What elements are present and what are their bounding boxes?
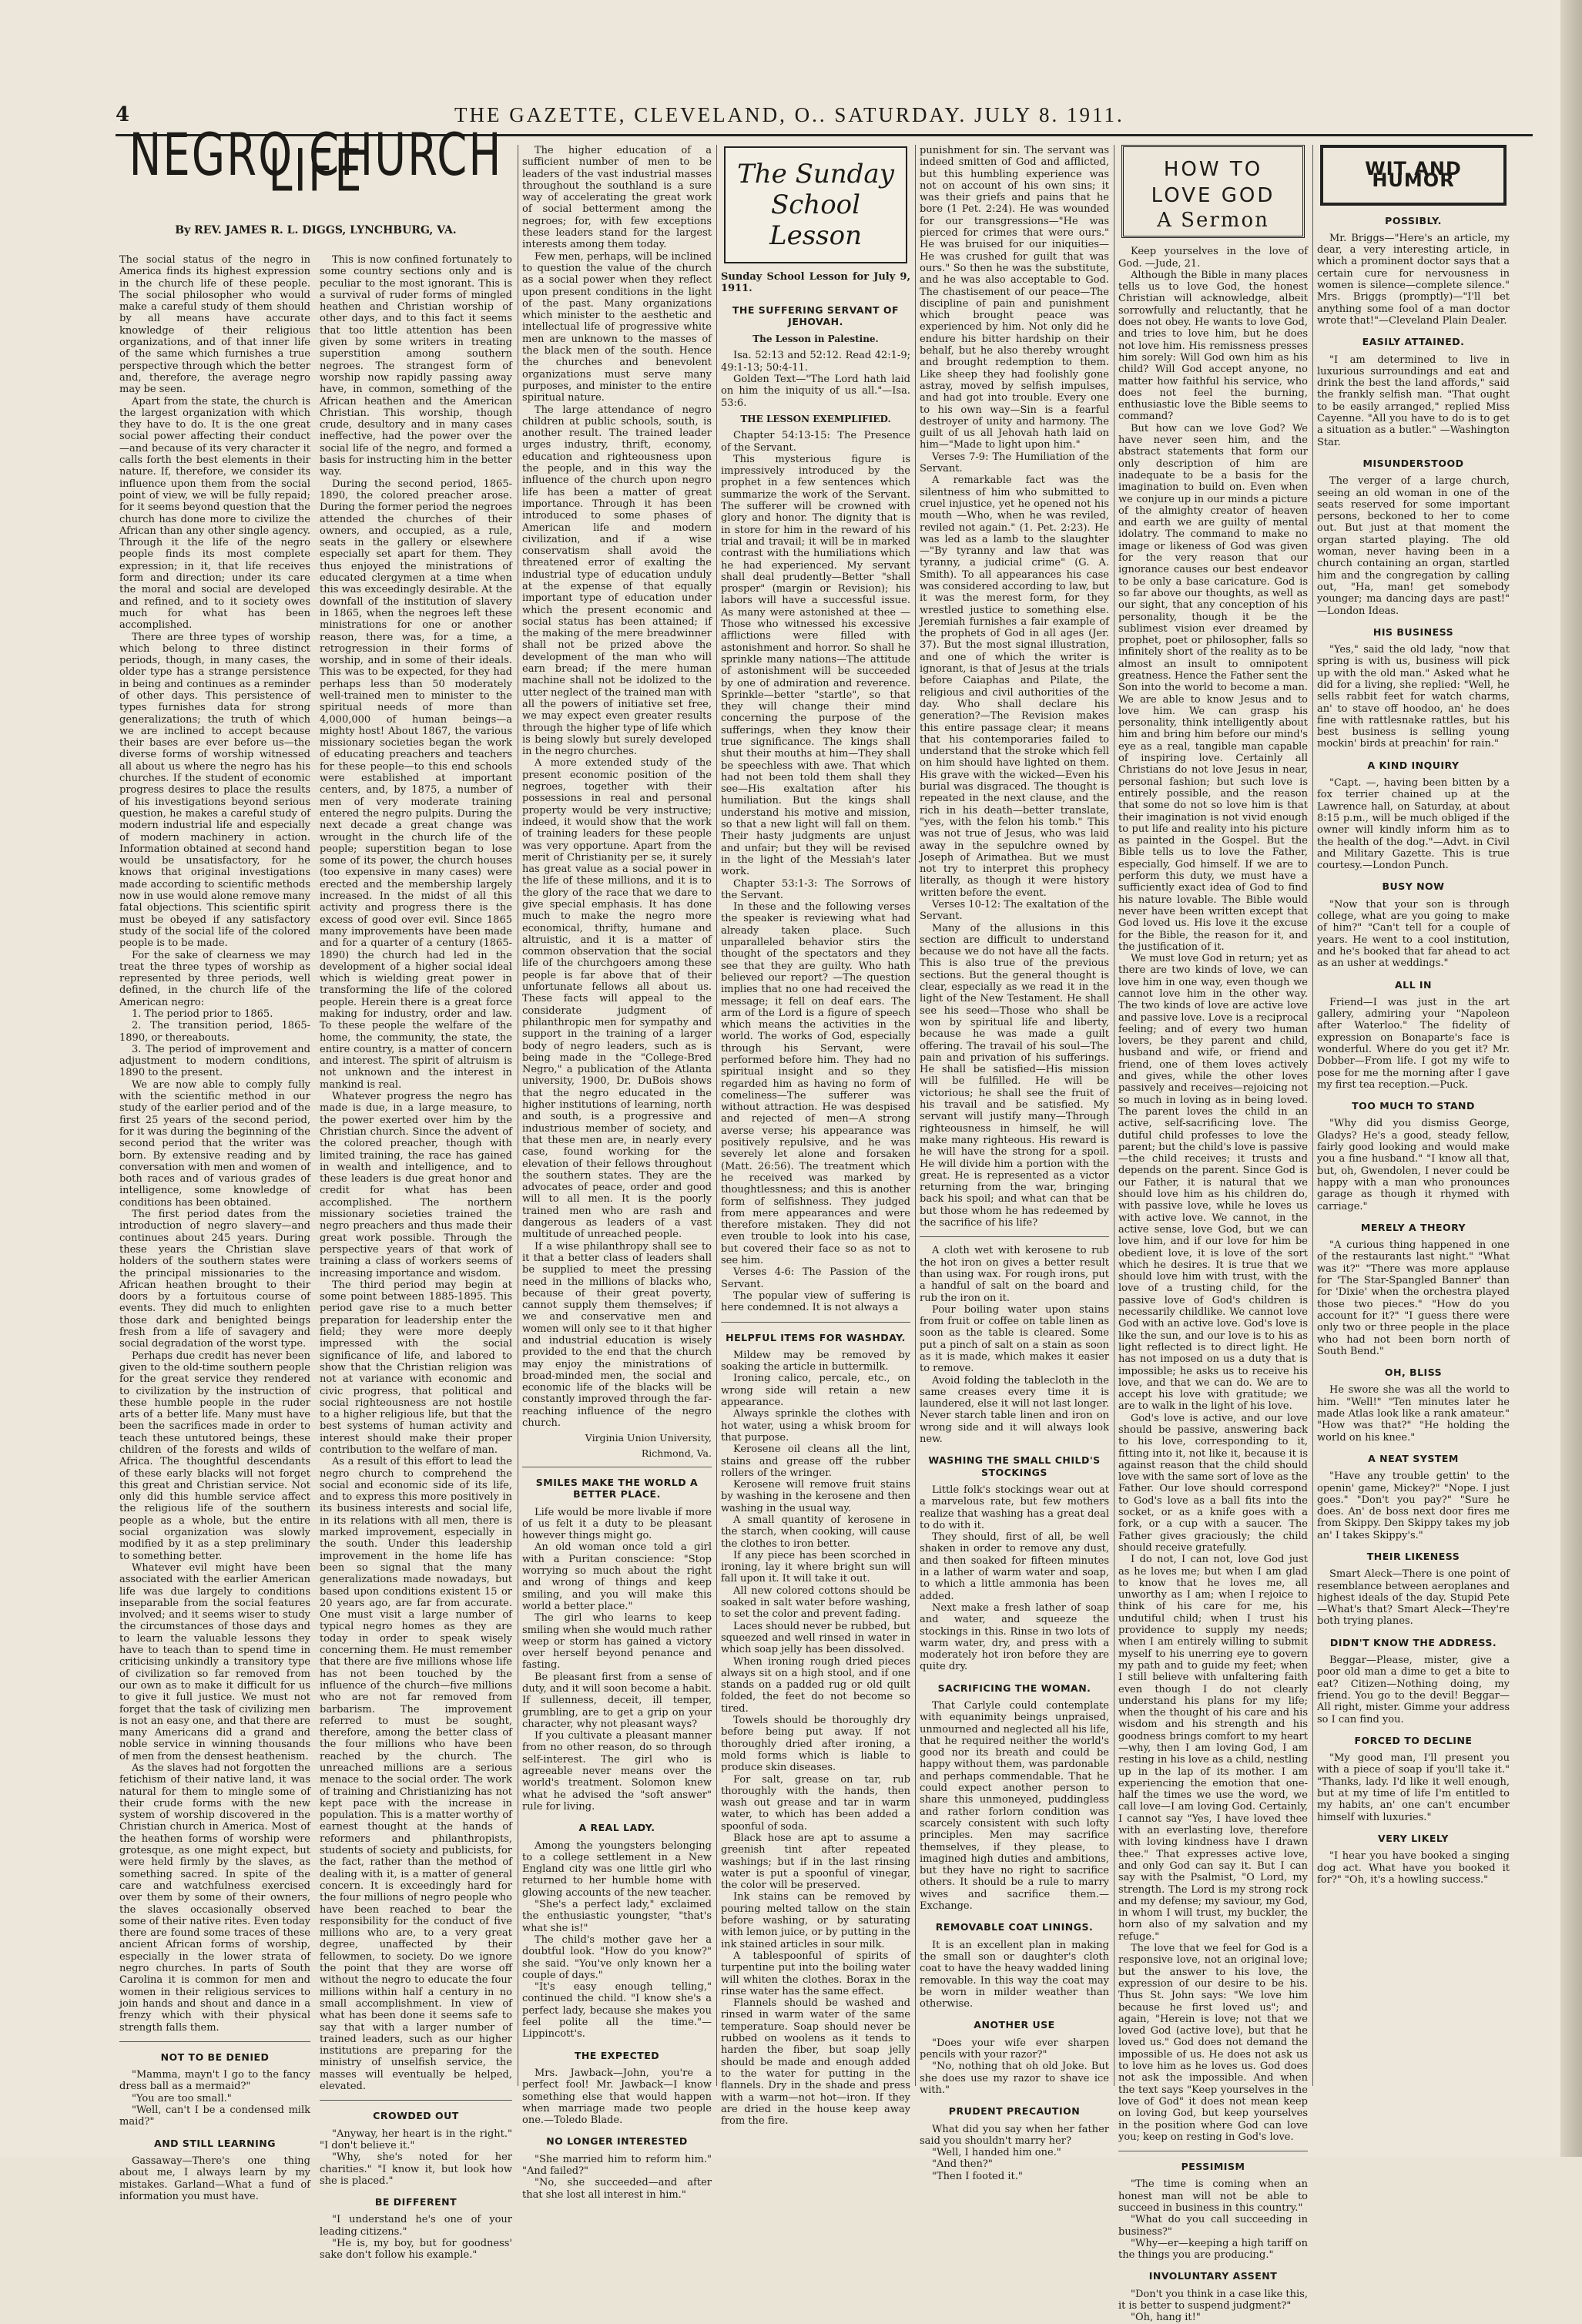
paragraph: Always sprinkle the clothes with hot water, using a whisk broom for that purpose. [721,1408,910,1444]
paragraph: Apart from the state, the church is the largest organization with which they have to do. It is the one great social power affecting their conduct—and because of its very character it calls forth the best elements in their nature. If, therefore, we consider its influence upon them from the social point of view, we will be fully repaid; for it seems beyond question that the church has done more to civilize the African than any other single agency. Through it the life of the negro people finds its most complete expression; in it, that life receives form and direction; under its care the moral and social are developed and refined, and to it society owes much for what has been accomplished. [119,395,310,632]
paragraph: "What do you call succeeding in business?" [1118,2214,1308,2238]
paragraph: "Why—er—keeping a high tariff on the things you are producing." [1118,2237,1308,2262]
title-line: A Sermon [1157,209,1269,232]
paragraph: If a wise philanthropy shall see to it that a better class of leaders shall be supplied to meet the pressing need in the millions of blacks who, because of their great poverty, cannot supply them themselves; if we and conservative men and women will only see to it that higher and industrial education is wisely provided to the end that the church may enjoy the ministrations of broad-minded men, the social and economic life of the blacks will be constantly improved through the far-reaching influence of the negro church. [522,1240,712,1430]
paragraph: For the sake of clearness we may treat the three types of worship as represented by three periods, well defined, in the church life of the American negro: [119,949,310,1008]
wit-and-humor-title: WIT AND HUMOR [1320,145,1507,206]
column-2 [320,254,512,2262]
paragraph: Verses 7-9: The Humiliation of the Servant. [920,451,1109,475]
subhead: OH, BLISS [1384,1367,1443,1379]
paragraph: 3. The period of improvement and adjustment to modern conditions, 1890 to the present. [119,1043,310,1079]
paragraph: The girl who learns to keep smiling when she would much rather weep or storm has gained a victory over herself beyond penance and fasting. [522,1612,712,1672]
subhead: REMOVABLE COAT LININGS. [935,1921,1094,1933]
paragraph: "The time is coming when an honest man will not be able to succeed in business in this country." [1118,2178,1308,2214]
section-divider [119,2041,310,2042]
subhead: MERELY A THEORY [1360,1221,1466,1233]
paragraph: "Now that your son is through college, what are you going to make of him?" "Can't tell for a couple of years. He went to a cool institution, and he's booked that far ahead to act as an usher at weddings." [1317,898,1510,970]
paragraph: Life would be more livable if more of us felt it a duty to be pleasant however things might go. [522,1506,712,1542]
paragraph: "Anyway, her heart is in the right." "I don't believe it." [320,2128,512,2151]
paragraph: We must love God in return; yet as there are two kinds of love, we can love him in one way, even though we cannot love him in the other way. The two kinds of love are active love and passive love. Love is a reciprocal feeling; and of every two human lovers, be they parent and child, husband and wife, or friend and friend, one of them loves actively and gives, while the other loves passively and receives—rejoicing not so much in loving as in being loved. The parent loves the child in an active, self-sacrificing love. The dutiful child professes to love the parent; but the child's love is passive—the child receives; it trusts and depends on the parent. Since God is our Father, it is natural that we should love him as his children do, with passive love, while he loves us with active love. We cannot, in the active sense, love God, but we can love him, and if our love for him be obedient love, it is love of the sort which he desires. It is true that we should love him with trust, with the love of a trusting child, for the passive love of God's children is necessarily childlike. We cannot love God with an active love. God's love is like the sun, and our love is to his as light reflected is to direct light. He has not imposed on us a duty that is impossible; he asks us to receive his love, and that we can do. We are to accept his love with gratitude; we are to walk in the light of his love. [1118,953,1308,1413]
paragraph: When ironing rough dried pieces always sit on a high stool, and if one stands on a padded rug or old quilt folded, the feet do not become so tired. [721,1655,910,1715]
subhead: CROWDED OUT [373,2110,459,2122]
title-line: LOVE GOD [1151,184,1275,207]
how-to-love-god-title-box [1121,145,1305,238]
subhead: WASHING THE SMALL CHILD'S STOCKINGS [928,1454,1101,1478]
subhead: SMILES MAKE THE WORLD A BETTER PLACE. [535,1476,699,1501]
paragraph: Verses 4-6: The Passion of the Servant. [721,1266,910,1290]
section-divider [920,1236,1109,1237]
subhead: The Lesson in Palestine. [752,334,879,345]
paragraph: "I am determined to live in luxurious surroundings and eat and drink the best the land affords," said the frankly selfish man. "That ought to be easily arranged," replied Miss Cayenne. "All you have to do is to get a situation as a butler." —Washington Star. [1317,354,1510,448]
subhead: SACRIFICING THE WOMAN. [937,1682,1091,1694]
paragraph: Towels should be thoroughly dry before being put away. If not thoroughly dried after ironing, a mold forms which is liable to produce skin diseases. [721,1715,910,1774]
wit-items [1317,215,1510,1886]
paragraph: Many of the allusions in this section are difficult to understand because we do not have all the facts. This is also true of the previous sections. But the general thought is clear, especially as we read it in the light of the New Testament. He shall see his seed—Those who shall be won by spiritual life and liberty, because he was made a guilt offering. The travail of his soul—The pain and privation of his sufferings. He shall be satisfied—His mission will be fulfilled. He will be victorious; he shall see the fruit of his travail and be satisfied. My servant will justify many—Through righteousness in himself, he will make many righteous. His reward is he will have the strong for a spoil. He will divide him a portion with the great. He is represented as a victor returning from the war, bringing back his spoil; and what can that be but those whom he has redeemed by the sacrifice of his life? [920,922,1109,1229]
paragraph: They should, first of all, be well shaken in order to remove any dust, and then soaked for fifteen minutes in a lather of warm water and soap, to which a little ammonia has been added. [920,1531,1109,1602]
paragraph: Perhaps due credit has never been given to the old-time southern people for the great service they rendered to civilization by the instruction of these humble people in the ruder arts of a better life. Many must have been the sacrifices made in order to teach these untutored beings, these children of the forests and wilds of Africa. The thoughtful descendants of these early blacks will not forget this great and Christian service. Not only did this humble service affect the religious life of the southern people as a whole, but the entire social organization was slowly modified by it as a step preliminary to something better. [119,1350,310,1562]
paragraph: "Why, she's noted for her charities." "I know it, but look how she is placed." [320,2151,512,2187]
paragraph: Ink stains can be removed by pouring melted tallow on the stain before washing, or by saturating with lemon juice, or by putting in the ink stained articles in sour milk. [721,1891,910,1950]
paragraph: Ironing calico, percale, etc., on wrong side will retain a new appearance. [721,1373,910,1409]
paragraph: "Then I footed it." [932,2170,1023,2182]
paragraph: "It's easy enough telling," continued the child. "I know she's a perfect lady, because she makes you feel polite all the time."—Lippincott's. [522,1981,712,2041]
paragraph: A cloth wet with kerosene to rub the hot iron on gives a better result than using wax. For rough irons, put a handful of salt on the board and rub the iron on it. [920,1245,1109,1304]
subhead: NO LONGER INTERESTED [546,2135,688,2148]
paragraph: Isa. 52:13 and 52:12. Read 42:1-9; 49:1-13; 50:4-11. [721,350,910,374]
subhead: THEIR LIKENESS [1366,1550,1460,1562]
column-7 [1317,145,1510,2086]
page-number: 4 [116,103,130,126]
subhead: HELPFUL ITEMS FOR WASHDAY. [726,1331,906,1343]
paragraph: Whatever evil might have been associated with the earlier American life was due largely to conditions inseparable from the social features involved; and it seems wiser to study the circumstances of those days and to learn the valuable lessons they have to teach than to spend time in criticising unkindly a transitory type of civilization so far removed from our own as to make it difficult for us to give it full justice. We must not forget that the task of civilizing men is not an easy one, and that there are many Americans did a grand and noble service in winning thousands of men from the densest heathenism. [119,1561,310,1762]
paragraph: All new colored cottons should be soaked in salt water before washing, to set the color and prevent fading. [721,1585,910,1621]
paragraph: Mildew may be removed by soaking the article in buttermilk. [721,1349,910,1373]
page-edge [1560,0,1582,2157]
sunday-school-lesson-title: The Sunday School Lesson [724,146,907,263]
paragraph: Gassaway—There's one thing about me, I always learn by my mistakes. Garland—What a fund of information you must have. [119,2155,310,2202]
paragraph: "Have any trouble gettin' to the openin' game, Mickey?" "Nope. I just goes." "Don't you pay?" "Sure he does. An' de boss next door fires me from Skippy. Den Skippy takes my job an' I takes Skippy's." [1317,1471,1510,1541]
newspaper-title: THE GAZETTE, CLEVELAND, O.. SATURDAY. JULY 8. 1911. [454,103,1124,126]
paragraph: What did you say when her father said you shouldn't marry her? [920,2123,1109,2147]
paragraph: Beggar—Please, mister, give a poor old man a dime to get a bite to eat? Citizen—Nothing doing, my friend. You go to the devil! Beggar—All right, mister. Gimme your address so I can find you. [1317,1655,1510,1725]
paragraph: The large attendance of negro children at public schools, south, is another result. The trained leader urges industry, thrift, economy, education and righteousness upon the people, and in this way the influence of the church upon negro life has been a matter of great importance. Through it has been introduced to some phases of American life and modern civilization, and if a wise conservatism shall avoid the threatened error of exalting the industrial type of education unduly at the expense of that equally important type of education under which the present economic and social status has been attained; if the making of the mere breadwinner shall not be prized above the development of the man who will earn bread; if the mere human machine shall not be idolized to the utter neglect of the trained man with all the powers of initiative set free, we may expect even greater results through the higher type of life which is being slowly but surely developed in the negro churches. [522,404,712,758]
paragraph: Sunday School Lesson for July 9, 1911. [721,271,910,295]
paragraph: "You are too small." [132,2092,232,2104]
column-rule [915,145,916,2086]
paragraph: 1. The period prior to 1865. [132,1008,273,1020]
headline: NEGRO CHURCH LIFE [129,122,503,206]
paragraph: An old woman once told a girl with a Puritan conscience: "Stop worrying so much about the right and wrong of things and keep smiling, and you will make this world a better place." [522,1541,712,1612]
paragraph: Pour boiling water upon stains from fruit or coffee on table linen as soon as the table is cleared. Some put a pinch of salt on a stain as soon as it is made, which makes it easier to remove. [920,1303,1109,1375]
paragraph: Black hose are apt to assume a greenish tint after repeated washings; but if in the last rinsing water is put a spoonful of vinegar, the color will be preserved. [721,1833,910,1892]
subhead: BUSY NOW [1382,880,1445,893]
section-divider [320,2100,512,2101]
paragraph: Kerosene will remove fruit stains by washing in the kerosene and then washing in the usual way. [721,1479,910,1514]
byline: By REV. JAMES R. L. DIGGS, LYNCHBURG, VA. [175,224,457,236]
paragraph: Few men, perhaps, will be inclined to question the value of the church as a social power when they reflect upon present conditions in the light of the past. Many organizations which minister to the aesthetic and intellectual life of progressive white men are unknown to the masses of the black men of the south. Hence the churches and benevolent organizations must serve many purposes, and minister to the entire spiritual nature. [522,250,712,404]
paragraph: A small quantity of kerosene in the starch, when cooking, will cause the clothes to iron better. [721,1514,910,1550]
subhead: TOO MUCH TO STAND [1352,1100,1475,1112]
paragraph: This mysterious figure is impressively introduced by the prophet in a few sentences which summarize the work of the Servant. The sufferer will be crowned with glory and honor. The dignity that is in store for him in the reward of his trial and travail; it will be in marked contrast with the humiliations which he had experienced. My servant shall deal prudently—Better "shall prosper" (margin or Revision); his labors will have a successful issue. As many were astonished at thee —Those who witnessed his excessive afflictions were filled with astonishment and horror. So shall he sprinkle many nations—The attitude of astonishment will be succeeded by one of admiration and reverence. Sprinkle—better "startle", so that they will change their mind concerning the purpose of the sufferings, when they know their true significance. The kings shall shut their mouths at him—They shall be speechless with awe. That which had not been told them shall they see—His exaltation after his humiliation. But the kings shall understand his motive and mission, so that a new light will fall on them. Their hasty judgments are unjust and unfair; but they will be revised in the light of the Messiah's later work. [721,453,910,878]
subhead: THE SUFFERING SERVANT OF JEHOVAH. [732,303,900,327]
paragraph: If you cultivate a pleasant manner from no other reason, do so through self-interest. The girl who is agreeable never means over the world's treatment. Solomon knew what he advised the "soft answer" rule for living. [522,1730,712,1813]
subhead: VERY LIKELY [1378,1832,1449,1844]
subhead: FORCED TO DECLINE [1354,1734,1473,1746]
paragraph: The popular view of suffering is here condemned. It is not always a [721,1289,910,1314]
paragraph: Among the youngsters belonging to a college settlement in a New England city was one little girl who returned to her humble home with glowing accounts of the new teacher. [522,1839,712,1899]
signature-line: Richmond, Va. [641,1447,712,1459]
subhead: ALL IN [1394,978,1433,991]
paragraph: Mr. Briggs—"Here's an article, my dear, a very interesting article, in which a prominent doctor says that a certain cure for nervousness in women is silence—complete silence." Mrs. Briggs (promptly)—"I'll bet anything some fool of a man doctor wrote that!"—Cleveland Plain Dealer. [1317,232,1510,327]
subhead: MISUNDERSTOOD [1362,457,1464,469]
section-divider [721,1322,910,1323]
subhead: THE LESSON EXEMPLIFIED. [740,413,891,424]
paragraph: "She married him to reform him." "And failed?" [522,2153,712,2177]
paragraph: "Don't you think in a case like this, it is better to suspend judgment?" [1118,2288,1308,2312]
paragraph: "My good man, I'll present you with a piece of soap if you'll take it." "Thanks, lady. I'd like it well enough, but at my time of life I'm entitled to my habits, an' one can't encumber himself with luxuries." [1317,1752,1510,1823]
paragraph: The child's mother gave her a doubtful look. "How do you know?" she said. "You've only known her a couple of days." [522,1933,712,1981]
paragraph: The higher education of a sufficient number of men to be leaders of the vast industrial masses throughout the southland is a sure way of accelerating the great work of social betterment among the negroes; for, with few exceptions these leaders stand for the largest interests among them today. [522,145,712,251]
paragraph: "Oh, hang it!" [1131,2312,1201,2324]
paragraph: Chapter 54:13-15: The Presence of the Servant. [721,430,910,454]
subhead: PRUDENT PRECAUTION [948,2105,1081,2118]
paragraph: Mrs. Jawback—John, you're a perfect fool! Mr. Jawback—I know something else that would happen when marriage made two people one.—Toledo Blade. [522,2067,712,2127]
paragraph: "She's a perfect lady," exclaimed the enthusiastic youngster, "that's what she is!" [522,1899,712,1934]
paragraph: Golden Text—"The Lord hath laid on him the iniquity of us all."—Isa. 53:6. [721,374,910,409]
column-rule [716,145,717,2086]
paragraph: During the second period, 1865-1890, the colored preacher arose. During the former period the negroes attended the churches of their owners, and occupied, as a rule, seats in the gallery or elsewhere especially set apart for them. They thus enjoyed the ministrations of educated clergymen at a time when this was exceedingly desirable. At the downfall of the institution of slavery in 1865, when the negroes left these ministrations for one or another reason, there was, for a time, a retrogression in their forms of worship, and in some of their ideals. This was to be expected, for they had perhaps less than 50 moderately well-trained men to minister to the spiritual needs of more than 4,000,000 of human beings—a mighty host! About 1867, the various missionary societies began the work of educating preachers and teachers for these people—to this end schools were established at important centers, and, by 1875, a number of men of very moderate training entered the negro pulpits. During the next decade a great change was wrought in the church life of the people; superstition began to lose some of its power, the church houses (too expensive in many cases) were erected and the membership largely increased. In the midst of all this activity and progress there is the excess of good over evil. Since 1865 many improvements have been made and for a quarter of a century (1865-1890) the church had led in the development of a higher social ideal which is wielding great power in transforming the life of the colored people. Herein there is a great force making for industry, order and law. To these people the welfare of the home, the community, the state, the entire country, is a matter of concern and interest. The spirit of altruism is not unknown and the interest in mankind is real. [320,478,512,1091]
paragraph: "I understand he's one of your leading citizens." [320,2214,512,2238]
subhead: PESSIMISM [1181,2161,1245,2173]
paragraph: Be pleasant first from a sense of duty, and it will soon become a habit. If sullenness, deceit, ill temper, grumbling, are to get a grip on your character, why not pleasant ways? [522,1671,712,1730]
paragraph: Flannels should be washed and rinsed in warm water of the same temperature. Soap should never be rubbed on woolens as it tends to harden the fiber, but soap jelly should be made and enough added to the water for putting in the flannels. Dry in the shade and press with a warm—not hot—iron. If they are dried in the house keep away from the fire. [721,1997,910,2128]
paragraph: A more extended study of the present economic position of the negroes, together with their possessions in real and personal property would be very instructive; indeed, it would show that the work of training leaders for these people was very opportune. Apart from the merit of Christianity per se, it surely has great value as a social power in the life of these millions, and it is to the glory of the race that we dare to give special emphasis. It has done much to make the negro more economical, thrifty, humane and altruistic, and it is a matter of common observation that the social life of the churchgoers among these people is far above that of their unfortunate fellows all about us. These facts will appeal to the considerate judgment of philanthropic men for sympathy and support in the training of a larger body of negro leaders, such as is being made in the "College-Bred Negro," a publication of the Atlanta university, 1900, Dr. DuBois shows that the negro educated in the higher institutions of learning, north and south, is a progressive and industrious member of society, and that these men are, in nearly every case, found working for the elevation of their fellows throughout the southern states. They are the advocates of peace, order and good will to all men. It is the poorly trained men who are rash and dangerous as leaders of a vast multitude of unreached people. [522,757,712,1241]
subhead: A KIND INQUIRY [1367,759,1460,771]
paragraph: This is now confined fortunately to some country sections only and is peculiar to the most ignorant. This is a survival of ruder forms of mingled heathen and Christian worship of other days, and to this fact it seems that too little attention has been given by some writers in treating superstition among southern negroes. The strangest form of worship now rapidly passing away have, in common, something of the African heathen and the American Christian. This worship, though crude, desultory and in many cases ineffective, had the power over the social life of the negro, and formed a basis for instructing him in the better way. [320,254,512,478]
paragraph: 2. The transition period, 1865-1890, or thereabouts. [119,1020,310,1044]
paragraph: "Well, can't I be a condensed milk maid?" [119,2104,310,2128]
paragraph: "Capt. —, having been bitten by a fox terrier chained up at the Lawrence hall, on Saturday, at about 8:15 p.m., will be much obliged if the owner will kindly inform him as to the health of the dog."—Advt. in Civil and Military Gazette. This is true courtesy.—London Punch. [1317,777,1510,872]
paragraph: God's love is active, and our love should be passive, answering back to his love, corresponding to it, fitting into it, not like it, because it is against reason that the child should love with the same sort of love as the Father. Our love should correspond to God's love as a ball fits into the socket, or as a knife goes with a fork, or a cup with a saucer. The Father gives graciously; the child should receive gratefully. [1118,1412,1309,1554]
column-rule [1312,145,1313,2086]
paragraph: I do not, I can not, love God just as he loves me; but when I am glad to know that he loves me, all unworthy as I am; when I rejoice to think of his care for me, his undutiful child; when I trust his providence to supply my needs; when I am entirely willing to submit myself to his unerring eye to govern my path and to guide my feet; when I still believe with unfaltering faith even though I do not clearly understand his plans for my life; when the thought of his care and his wisdom and his strength and his goodness brings comfort to my heart—why, then I am loving God, I am resting in his love as a child, nestling up in the lap of its mother. I am experiencing the emotion that one-half the times we use the word, we call love—I am loving God. Certainly, I cannot say "Yes, I have loved thee with an everlasting love, therefore with loving kindness have I drawn thee." That expresses active love, and only God can say it. But I can say with the Psalmist, "O Lord, my strength. The Lord is my strong rock and my defense; my saviour, my God, in whom I will trust, my buckler, the horn also of my salvation and my refuge." [1118,1554,1308,1943]
paragraph: But how can we love God? We have never seen him, and the abstract statements that form our only description of him are inadequate to be a basis for the imagination to build on. Even when we conjure up in our minds a picture of the almighty creator of heaven and earth we are guilty of mental idolatry. The command to make no image or likeness of God was given for the very reason that our ignorance causes our best endeavor to be only a base caricature. God is so far above our thoughts, as well as our sight, that any conception of his personality, though it be the sublimest vision ever dreamed by prophet, poet or philosopher, falls so infinitely short of the reality as to be almost an insult to omnipotent greatness. Hence the Father sent the Son into the world to become a man. We are able to know Jesus and to love him. We can grasp his personality, think intelligently about him and bring him before our mind's eye as a real, tangible man capable of inspiring love. Certainly all Christians do not love Jesus in near, personal fashion; but such love is entirely possible, and the reason that some do not so love him is that their imagination is not vivid enough to put life and reality into his picture as painted in the Gospel. But the Bible tells us to love the Father, especially, God himself. If we are to perform this duty, we must have a sufficiently exact idea of God to find his nature lovable. The Bible would never have been written except that God loved us. His love it the excuse for the Bible, the reason for it, and the justification of it. [1118,422,1308,953]
signature-line: Virginia Union University, [585,1432,712,1444]
column-4 [721,145,910,2128]
paragraph: The love that we feel for God is a responsive love, not an original love; but the answer to his love, the expression of our desire to be his. Thus St. John says: "We love him because he first loved us"; and again, "Herein is love; not that we loved God (active love), but that he loved us." God does not demand the impossible of us. He does not ask us to love him as he loves us. God does not ask the impossible. And when the text says "Keep yourselves in the love of God" it does not mean keep on loving God, but keep yourselves in the position where God can love you; keep on resting in God's love. [1118,1943,1308,2143]
paragraph: "No, nothing that oh old Joke. But she does use my razor to shave ice with." [920,2061,1109,2096]
title-line: HOW TO [1163,158,1263,181]
paragraph: He swore she was all the world to him. "Well!" "Ten minutes later he made Atlas look like a rank amateur." "How was that?" "He holding the world on his knee." [1317,1384,1510,1444]
paragraph: Chapter 53:1-3: The Sorrows of the Servant. [721,877,910,901]
paragraph: Verses 10-12: The exaltation of the Servant. [920,899,1109,923]
paragraph: Friend—I was just in the art gallery, admiring your "Napoleon after Waterloo." The fidelity of expression on Bonaparte's face is wonderful. Where do you get it? Mr. Dobber—From life. I got my wife to pose for me the morning after I gave my first tea reception.—Puck. [1317,996,1510,1091]
paragraph: "A curious thing happened in one of the restaurants last night." "What was it?" "There was more applause for 'The Star-Spangled Banner' than for 'Dixie' when the orchestra played those two pieces." "How do you account for it?" "I guess there were only two or three people in the place who had not been born north of South Bend." [1317,1239,1510,1357]
paragraph: Little folk's stockings wear out at a marvelous rate, but few mothers realize that washing has a great deal to do with it. [920,1484,1109,1531]
paragraph: For salt, grease on tar, rub thoroughly with the hands, then wash out grease and tar in warm water, to which has been added a spoonful of soda. [721,1773,910,1833]
paragraph: "Yes," said the old lady, "now that spring is with us, business will pick up with the old man." Asked what he did for a living, she replied: "Well, he sells rabbit feet for watch charms, an' to stave off hoodoo, an' he does fine with rattlesnake rattles, but his best business is selling young mockin' birds at preachin' for rain." [1317,644,1510,750]
subhead: BE DIFFERENT [374,2196,458,2208]
paragraph: Whatever progress the negro has made is due, in a large measure, to the power exerted over him by the Christian church. Since the advent of the colored preacher, though with limited training, the race has gained in wealth and intelligence, and to these leaders is due great honor and credit for what has been accomplished. The northern missionary societies trained the negro preachers and thus made their great work possible. Through the perspective years of that work of training a class of workers seems of increasing importance and wisdom. [320,1091,512,1279]
paragraph: "Does your wife ever sharpen pencils with your razor?" [920,2037,1109,2061]
paragraph: As a result of this effort to lead the negro church to comprehend the social and economic side of its life, and to express this more positively in its business interests and social life, in its relations with all men, there is marked improvement, especially in the south. Under this leadership improvement in the home life has been so signal that the many generalizations made nowadays, but based upon conditions existent 15 or 20 years ago, are far from accurate. One must visit a large number of typical negro homes as they are today in order to speak wisely concerning them. He must remember that there are five millions whose life has not been touched by the influence of the church—five millions who are not far removed from barbarism. The improvement referred to must be sought, therefore, among the better class of the four millions who have been reached by the church. The unreached millions are a serious menace to the social order. The work of training and Christianizing has not kept pace with the increase in population. This is a matter worthy of earnest thought at the hands of reformers and philanthropists, students of society and publicists, for the fact, rather than the method of dealing with it, is a matter of general concern. It is exceedingly hard for the four millions of negro people who have been reached to bear the responsibility for the conduct of five millions who are, to a very great degree, unaffected by their fellowmen, to society. Do we ignore the point that they are worse off without the negro to educate the four millions within half a century in no small accomplishment. In view of what has been done it seems safe to say that with a larger number of trained leaders, such as our higher institutions are preparing for the ministry of unselfish service, the masses will eventually be helped, elevated. [320,1456,512,2093]
paragraph: Smart Aleck—There is one point of resemblance between aeroplanes and highest ideals of the day. Stupid Pete—What's that? Smart Aleck—They're both trying planes. [1317,1568,1510,1628]
paragraph: Next make a fresh lather of soap and water, and squeeze the stockings in this. Rinse in two lots of warm water, dry, and press with a moderately hot iron before they are quite dry. [920,1601,1109,1673]
paragraph: The verger of a large church, seeing an old woman in one of the seats reserved for some important persons, beckoned to her to come out. But just at that moment the organ started playing. The old woman, never having been in a church containing an organ, startled him and the congregation by calling out, "Ha, man! get somebody younger; ma dancing days are past!" —London Ideas. [1317,475,1510,617]
paragraph: "Why did you dismiss George, Gladys? He's a good, steady fellow, fairly good looking and would make you a fine husband." "I know all that, but, oh, Gwendolen, I never could be happy with a man who pronounces garage as though it rhymed with carriage." [1317,1118,1510,1212]
paragraph: The first period dates from the introduction of negro slavery—and continues about 245 years. During these years the Christian slave holders of the southern states were the principal missionaries to the African heathen brought to their doors by a fortuitous course of events. They did much to enlighten those dark and benighted beings fresh from a life of savagery and social degradation of the worst type. [119,1209,310,1350]
paragraph: In these and the following verses the speaker is reviewing what had already taken place. Such unparalleled behavior stirs the thought of the spectators and they see that they are guilty. Who hath believed our report? —The question implies that no one had received the message; it fell on deaf ears. The arm of the Lord is a figure of speech which means the activities in the world. The works of God, especially through his Servant, were performed before him. They had no spiritual insight and so they regarded him as having no form of comeliness—The sufferer was without attraction. He was despised and rejected of men—A strong averse verse; his appearance was positively repulsive, and he was severely let alone and forsaken (Matt. 26:56). The treatment which he received was marked by thoughtlessness; and this is another form of selfishness. They judged from mere appearances and were therefore mistaken. They did not even trouble to look into his case, but covered their face so as not to see him. [721,901,910,1267]
subhead: HIS BUSINESS [1373,625,1454,638]
paragraph: Avoid folding the tablecloth in the same creases every time it is laundered, else it will not last longer. Never starch table linen and iron on wrong side and it will always look new. [920,1374,1109,1446]
paragraph: punishment for sin. The servant was indeed smitten of God and afflicted, but this humbling experience was not on account of his own sins; it was their griefs and pains that he bore (1 Pet. 2:24). He was wounded for our transgressions—"He was pierced for crimes that were ours." He was bruised for our iniquities—He was crushed for guilt that was ours." So then he was the substitute, and he was also acceptable to God. The chastisement of our peace—The discipline of pain and punishment which brought peace was experienced by him. Not only did he endure his bitter hardship on their behalf, but he also thereby wrought and brought redemption to them. Like sheep they had foolishly gone astray, moved by selfish impulses, and had got into trouble. Every one to his own way—Sin is a fearful destroyer of unity and harmony. The guilt of us all Jehovah hath laid on him—"Made to light upon him." [920,145,1109,451]
column-3 [522,145,712,2201]
paragraph: "And then?" [932,2158,993,2171]
column-6 [1118,145,1309,2324]
paragraph: "No, she succeeded—and after that she lost all interest in him." [522,2177,712,2201]
subhead: ANOTHER USE [974,2019,1055,2031]
paragraph: Keep yourselves in the love of God. —Jude, 21. [1118,246,1308,270]
paragraph: Laces should never be rubbed, but squeezed and well rinsed in water in which soap jelly has been dissolved. [721,1620,910,1656]
subhead: A REAL LADY. [578,1822,655,1834]
paragraph: Kerosene oil cleans all the lint, stains and grease off the rubber rollers of the wringer. [721,1444,910,1479]
subhead: DIDN'T KNOW THE ADDRESS. [1329,1636,1497,1648]
paragraph: "I hear you have booked a singing dog act. What have you booked it for?" "Oh, it's a howling success." [1317,1850,1510,1886]
subhead: AND STILL LEARNING [154,2137,276,2149]
subhead: EASILY ATTAINED. [1362,336,1465,348]
paragraph: "He is, my boy, but for goodness' sake don't follow his example." [320,2237,512,2262]
column-5 [920,145,1109,2182]
column-1 [119,254,310,2202]
paragraph: A tablespoonful of spirits of turpentine put into the boiling water will whiten the clothes. Borax in the rinse water has the same effect. [721,1950,910,1997]
subhead: POSSIBLY. [1385,214,1442,226]
paragraph: The social status of the negro in America finds its highest expression in the church life of these people. The social philosopher who would make a careful study of them should by all means have accurate knowledge of their religious organizations, and of that inner life of the same which furnishes a true perspective through which the better and, therefore, the average negro may be seen. [119,254,310,396]
paragraph: We are now able to comply fully with the scientific method in our study of the earlier period and of the first 25 years of the second period, for it was during the beginning of the second period that the writer was born. By extensive reading and by conversation with men and women of both races and of various grades of intelligence, some knowledge of conditions has been obtained. [119,1078,310,1209]
subhead: INVOLUNTARY ASSENT [1148,2270,1278,2282]
subhead: NOT TO BE DENIED [160,2051,270,2063]
byline-block [119,223,512,254]
subhead: THE EXPECTED [574,2049,660,2061]
paragraph: There are three types of worship which belong to three distinct periods, though, in many cases, the older type has a strange persistence in being and continues as a reminder of other days. This persistence of types furnishes data for strong generalizations; the truth of which we are inclined to accept because their bases are ever before us—the diverse forms of worship witnessed all about us where the negro has his churches. If the student of economic progress desires to place the results of his investigations beyond serious question, he makes a careful study of modern industrial life and especially of modern machinery in action. Information obtained at second hand would be unsatisfactory, for he knows that original investigations made according to scientific methods now in use would alone remove many fatal objections. This scientific spirit must be obeyed if any satisfactory study of the social life of the colored people is to be made. [119,631,310,950]
paragraph: "Mamma, mayn't I go to the fancy dress ball as a mermaid?" [119,2069,310,2093]
paragraph: As the slaves had not forgotten the fetichism of their native land, it was natural for them to mingle some of their crude forms with the new system of worship discovered in the Christian church in America. Most of the heathen forms of worship were grotesque, as one might expect, but were held firmly by the slaves, as something sacred. In spite of the care and watchfulness exercised over them by some of their owners, the slaves occasionally observed some of their native rites. Even today there are found some traces of these ancient African forms of worship, especially in the lower strata of negro churches. In parts of South Carolina it is common for men and women in their religious services to join hands and shout and dance in a frenzy which with their physical strength falls them. [119,1762,310,2034]
subhead: A NEAT SYSTEM [1368,1452,1459,1464]
paragraph: It is an excellent plan in making the small son or daughter's cloth coat to have the heavy wadded lining removable. In this way the coat may be worn in milder weather than otherwise. [920,1939,1109,2010]
paragraph: If any piece has been scorched in ironing, lay it where bright sun will fall upon it. It will take it out. [721,1549,910,1585]
paragraph: "Well, I handed him one." [932,2147,1061,2159]
paragraph: A remarkable fact was the silentness of him who submitted to cruel injustice, yet he opened not his mouth —Who, when he was reviled, reviled not again." (1. Pet. 2:23). He was led as a lamb to the slaughter —"By tyranny and law that was tyranny, a judicial crime" (G. A. Smith). To all appearances his case was considered according to law, but it was the merest form, for they wrestled justice to something else. Jeremiah furnishes a fair example of the prophets of God in all ages (Jer. 37). But the most signal illustration, and one of which the writer is ignorant, is that of Jesus at the trials before Caiaphas and Pilate, the religious and civil authorities of the day. Who shall declare his generation?—The Revision makes this entire passage clear; it means that his contemporaries failed to understand that the stroke which fell on him should have lighted on them. His grave with the wicked—Even his burial was disgraced. The thought is repeated in the next clause, and the rich in his death—better translate, "yes, with the felon his tomb." This was not true of Jesus, who was laid away in the sepulchre owned by Joseph of Arimathea. But we must not try to interpret this prophecy literally, as though it were history written before the event. [920,475,1109,899]
paragraph: Although the Bible in many places tells us to love God, the honest Christian will acknowledge, albeit sorrowfully and reluctantly, that he does not obey. He wants to love God, and tries to love him, but he does not love him. His remissness presses him sorely: Will God own him as his child? Will God accept anyone, no matter how faithful his service, who does not feel the burning, enthusiastic love the Bible seems to command? [1118,269,1308,423]
paragraph: The third period may begin at some point between 1885-1895. This period gave rise to a much better preparation for leadership enter the field; they were more deeply impressed with the social significance of life, and labored to show that the Christian religion was not at variance with economic and civic progress, that political and social righteousness are not hostile to a higher religious life, but that the best systems of human activity and interest should make their proper contribution to the welfare of man. [320,1279,512,1456]
paragraph: That Carlyle could contemplate with equanimity beings unpraised, unmourned and neglected all his life, that he required neither the world's good nor its breath and could be happy without them, was pardonable and perhaps commendable. That he could expect another person to share this unmoneyed, puddingless and rather forlorn condition was scarcely consistent with such lofty principles. Men may sacrifice themselves, if they please, to imagined high duties and ambitions, but they have no right to sacrifice others. It should be a rule to marry wives and sacrifice them.—Exchange. [920,1700,1109,1913]
